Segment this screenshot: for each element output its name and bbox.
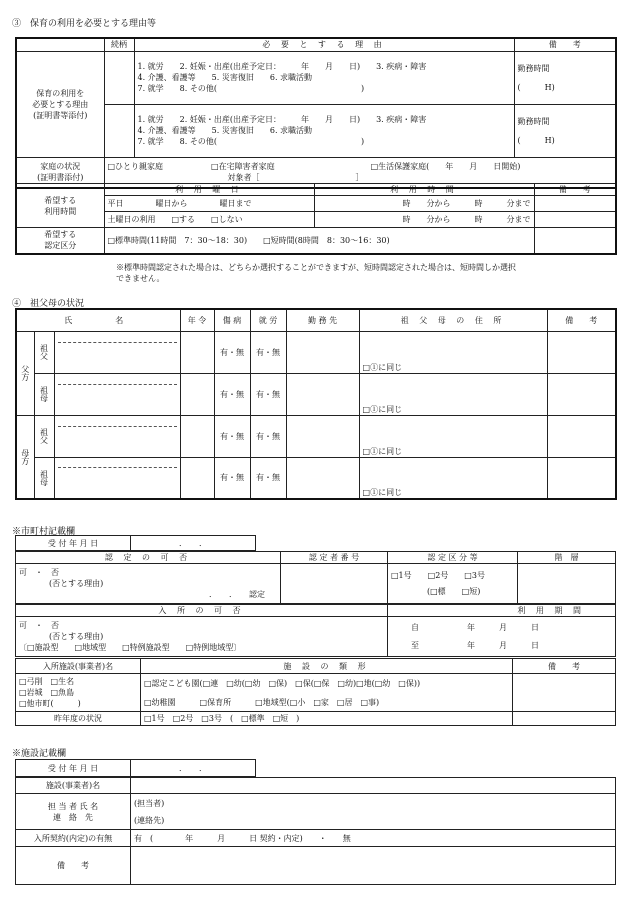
prev-year-options[interactable]: □1号 □2号 □3号 ( □標準 □短 ) (141, 712, 513, 726)
facility-table: 施設(事業者)名 担 当 者 氏 名 連 絡 先 (担当者) (連絡先) 入所契約(内定)の有無 有 ( 年 月 日 契約・内定) ・ 無 備 考 (15, 777, 616, 885)
relation-input-1[interactable] (104, 51, 134, 104)
section3-title: ③ 保育の利用を必要とする理由等 (12, 19, 157, 29)
remarks-header: 備 考 (514, 38, 616, 51)
days-header: 利 用 曜 日 (104, 184, 314, 196)
facility-type-options[interactable]: □認定こども園(□連 □幼(□幼 □保) □保(□保 □幼)□地(□幼 □保)) □幼稚園 □保育所 □地域型(□小 □家 □居 □事) (141, 674, 513, 712)
address-header: 祖 父 母 の 住 所 (359, 309, 547, 331)
admission-cell[interactable]: 可 ・ 否 (否とする理由) 〔□施設型 □地域型 □特例施設型 □特例地域型〕 (16, 617, 388, 657)
hope-remarks-header: 備 考 (534, 184, 616, 196)
weekday-time[interactable]: 時 分から 時 分まで (314, 196, 534, 212)
work-header: 就 労 (250, 309, 286, 331)
name-input[interactable] (54, 373, 180, 415)
section3-table (15, 37, 617, 189)
contract-options[interactable]: 有 ( 年 月 日 契約・内定) ・ 無 (131, 830, 616, 847)
saturday-row[interactable]: 土曜日の利用 □する □しない (104, 212, 314, 228)
grandparents-table: 氏 名 年 令 傷 病 就 労 勤 務 先 祖 父 母 の 住 所 備 考 父方 祖父 有・無 有・無 □①に同じ 祖母 有・無 有・無 □①に同じ 母方 祖父 有・無 有・無 □①に同じ 祖母 有・無 有・無 □①に同じ (15, 308, 617, 500)
mother-side: 母方 (16, 415, 34, 499)
section4-title: ④ 祖父母の状況 (12, 299, 85, 309)
name-input[interactable] (54, 415, 180, 457)
relation-input-2[interactable] (104, 104, 134, 157)
work-hours-2[interactable]: 勤務時間 ( H) (514, 104, 616, 157)
facility-title: ※施設記載欄 (12, 749, 67, 759)
family-options[interactable]: □ひとり親家庭 □在宅障害者家庭 □生活保護家庭( 年 月 日開始) 対象者［ ］ (104, 157, 616, 188)
contact-cell[interactable]: (担当者) (連絡先) (131, 794, 616, 830)
contact-label: 担 当 者 氏 名 連 絡 先 (16, 794, 131, 830)
name-input[interactable] (54, 457, 180, 499)
municipal-received: 受 付 年 月 日 ． ． (15, 535, 256, 551)
facility-remarks-input[interactable] (131, 847, 616, 885)
relation-header: 続柄 (104, 38, 134, 51)
saturday-time[interactable]: 時 分から 時 分まで (314, 212, 534, 228)
section3-note: ※標準時間認定された場合は、どちらか選択することができますが、短時間認定された場合は、短時間しか選択 できません。 (116, 263, 516, 283)
father-side: 父方 (16, 331, 34, 415)
name-input[interactable] (54, 331, 180, 373)
municipal-title: ※市町村記載欄 (12, 527, 76, 537)
time-header: 利 用 時 間 (314, 184, 534, 196)
city-options[interactable]: □弓削 □生名 □岩城 □魚島 □他市町( ) (16, 674, 141, 712)
weekday-row[interactable]: 平日 曜日から 曜日まで (104, 196, 314, 212)
hope-label: 希望する 利用時間 (16, 184, 104, 228)
name-header: 氏 名 (16, 309, 180, 331)
cert-label: 希望する 認定区分 (16, 228, 104, 254)
facility-type-table: 入所施設(事業者)名 施 設 の 類 形 備 考 □弓削 □生名 □岩城 □魚島 □他市町( ) □認定こども園(□連 □幼(□幼 □保) □保(□保 □幼)□地(□幼 □保)) □幼稚園 □保育所 □地域型(□小 □家 □居 □事) 昨年度の状況 □1号 □2号 □3号 ( □標準 □短 ) (15, 658, 616, 726)
cert-number-input[interactable] (281, 564, 388, 604)
facility-received: 受 付 年 月 日 ． ． (15, 759, 256, 777)
facility-name-input[interactable] (131, 778, 616, 794)
cert-options[interactable]: □標準時間(11時間 7：30～18：30) □短時間(8時間 8：30～16：30) (104, 228, 534, 254)
reason-options-1[interactable]: 1. 就労 2. 妊娠・出産(出産予定日： 年 月 日) 3. 疾病・障害 4. 介護、看護等 5. 災害復旧 6. 求職活動 7. 就学 8. その他( ) (134, 51, 514, 104)
work-hours-1[interactable]: 勤務時間 ( H) (514, 51, 616, 104)
gp-remarks-header: 備 考 (547, 309, 616, 331)
family-label: 家庭の状況 (証明書添付) (16, 157, 104, 188)
age-header: 年 令 (180, 309, 214, 331)
admission-table: 入 所 の 可 否 利 用 期 間 可 ・ 否 (否とする理由) 〔□施設型 □地域型 □特例施設型 □特例地域型〕 自 年 月 日 至 年 月 日 (15, 604, 616, 657)
period-cell[interactable]: 自 年 月 日 至 年 月 日 (388, 617, 616, 657)
hope-time-table (15, 183, 617, 255)
reason-options-2[interactable]: 1. 就労 2. 妊娠・出産(出産予定日： 年 月 日) 3. 疾病・障害 4. 介護、看護等 5. 災害復旧 6. 求職活動 7. 就学 8. その他( ) (134, 104, 514, 157)
cert-class-cell[interactable]: □1号 □2号 □3号 (□標 □短) (388, 564, 518, 604)
workplace-header: 勤 務 先 (286, 309, 359, 331)
approval-cell[interactable]: 可 ・ 否 (否とする理由) ． ． 認定 (16, 564, 281, 604)
reason-header: 必 要 と す る 理 由 (134, 38, 514, 51)
municipal-table: 認 定 の 可 否 認 定 者 番 号 認 定 区 分 等 階 層 可 ・ 否 (否とする理由) ． ． 認定 □1号 □2号 □3号 (□標 □短) (15, 551, 616, 604)
reason-label: 保育の利用を 必要とする理由 (証明書等添付) (16, 51, 104, 157)
illness-header: 傷 病 (214, 309, 250, 331)
